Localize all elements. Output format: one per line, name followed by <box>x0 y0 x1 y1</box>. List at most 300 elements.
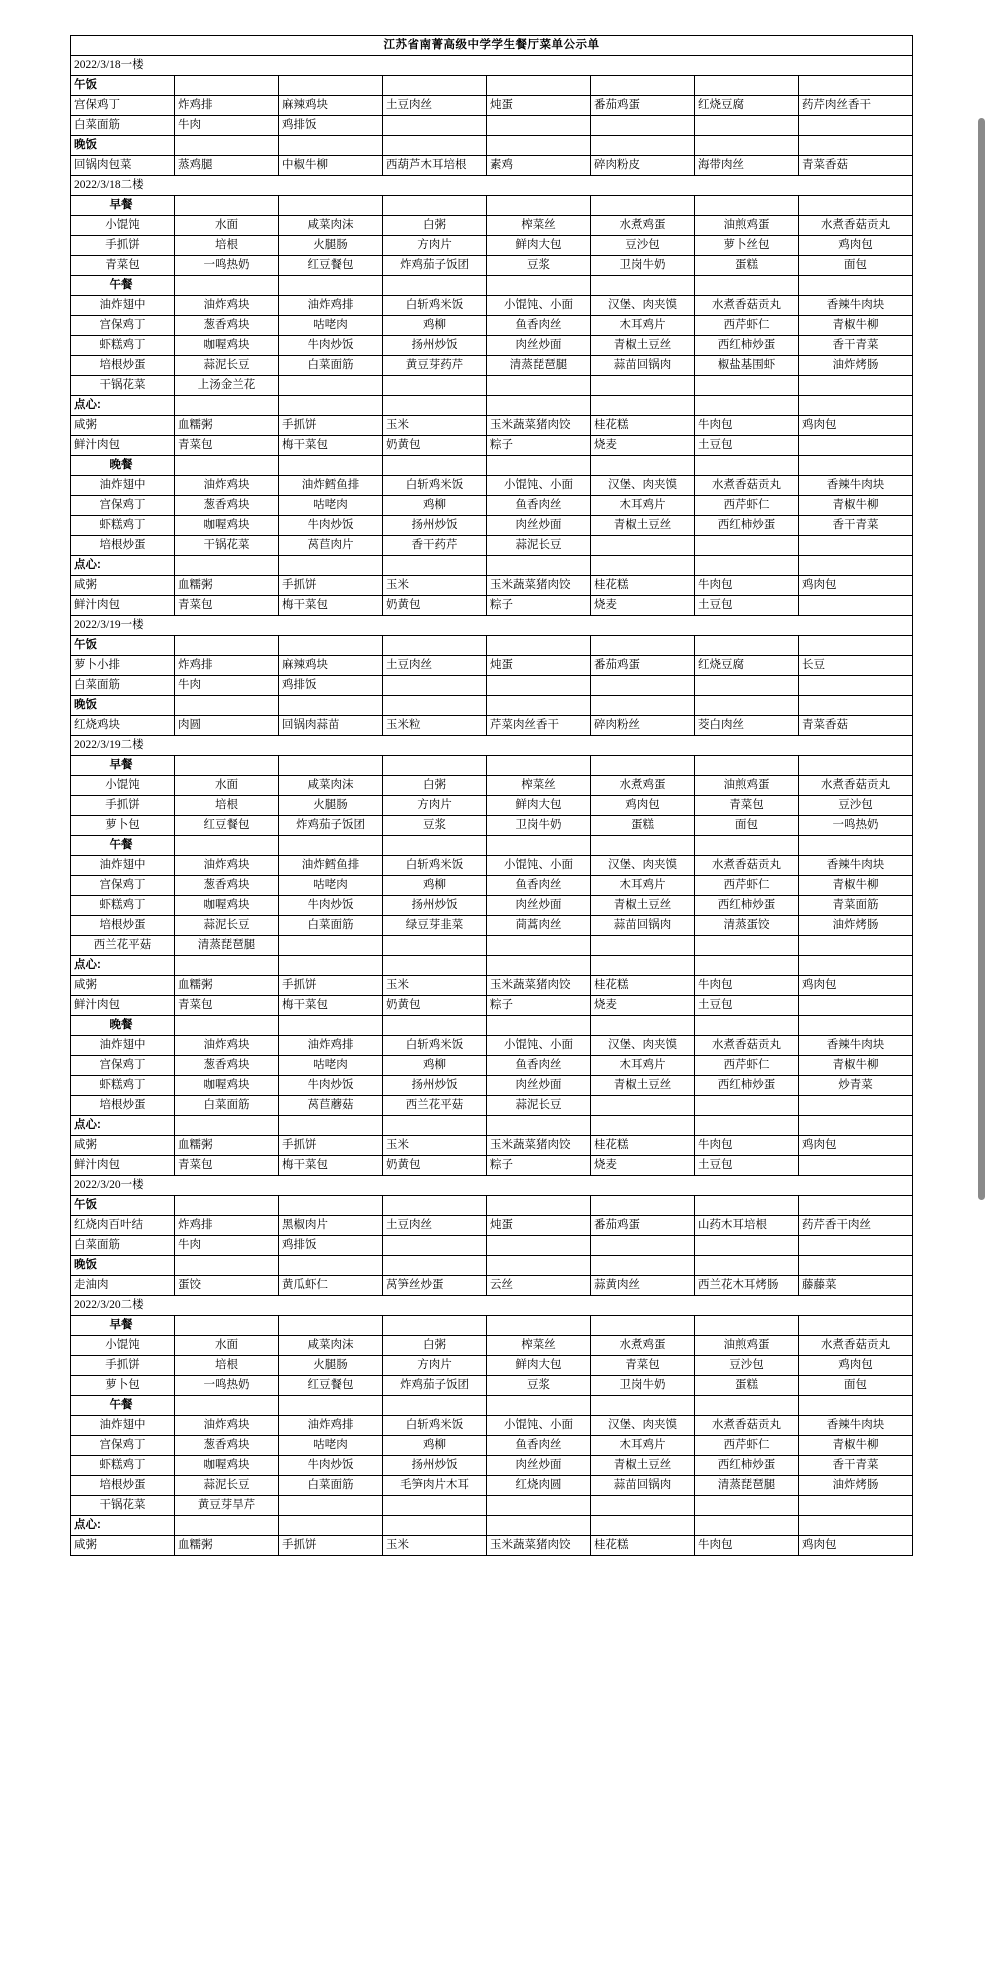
menu-item-cell: 葱香鸡块 <box>175 316 279 336</box>
menu-item-cell: 葱香鸡块 <box>175 1056 279 1076</box>
menu-item-cell: 蒜苗回锅肉 <box>591 356 695 376</box>
empty-cell <box>175 196 279 216</box>
menu-item-cell: 梅干菜包 <box>279 596 383 616</box>
menu-item-cell: 木耳鸡片 <box>591 1436 695 1456</box>
menu-item-cell: 蒜泥长豆 <box>175 356 279 376</box>
menu-item-cell: 咕咾肉 <box>279 496 383 516</box>
menu-item-cell: 回锅肉蒜苗 <box>279 716 383 736</box>
menu-item-cell: 牛肉 <box>175 676 279 696</box>
menu-item-cell: 肉丝炒面 <box>487 336 591 356</box>
menu-item-cell: 鸡肉包 <box>799 976 913 996</box>
menu-item-cell: 宫保鸡丁 <box>71 1056 175 1076</box>
empty-cell <box>487 836 591 856</box>
menu-item-cell: 茭白肉丝 <box>695 716 799 736</box>
meal-header-label: 午饭 <box>71 636 175 656</box>
menu-item-cell: 方肉片 <box>383 236 487 256</box>
menu-item-cell: 水煮香菇贡丸 <box>695 476 799 496</box>
menu-item-cell: 扬州炒饭 <box>383 1456 487 1476</box>
empty-cell <box>695 676 799 696</box>
empty-cell <box>383 1016 487 1036</box>
meal-header-row <box>71 956 913 976</box>
menu-item-cell: 蒜泥长豆 <box>175 1476 279 1496</box>
empty-cell <box>695 1096 799 1116</box>
meal-header-row <box>71 1016 913 1036</box>
table-row <box>71 116 913 136</box>
empty-cell <box>695 1016 799 1036</box>
menu-item-cell: 炖蛋 <box>487 96 591 116</box>
menu-item-cell: 水面 <box>175 216 279 236</box>
empty-cell <box>695 1396 799 1416</box>
meal-header-label: 午饭 <box>71 1196 175 1216</box>
menu-item-cell: 黑椒肉片 <box>279 1216 383 1236</box>
menu-item-cell: 鸡柳 <box>383 496 487 516</box>
menu-item-cell: 萝卜丝包 <box>695 236 799 256</box>
table-row <box>71 1456 913 1476</box>
empty-cell <box>591 196 695 216</box>
empty-cell <box>279 836 383 856</box>
menu-item-cell: 玉米蔬菜猪肉饺 <box>487 1136 591 1156</box>
empty-cell <box>487 276 591 296</box>
table-row <box>71 1076 913 1096</box>
menu-item-cell: 咸粥 <box>71 1136 175 1156</box>
menu-item-cell: 鱼香肉丝 <box>487 1436 591 1456</box>
empty-cell <box>799 1496 913 1516</box>
empty-cell <box>383 836 487 856</box>
empty-cell <box>799 956 913 976</box>
menu-item-cell: 鸡肉包 <box>591 796 695 816</box>
menu-item-cell: 虾糕鸡丁 <box>71 896 175 916</box>
menu-item-cell: 白斩鸡米饭 <box>383 856 487 876</box>
empty-cell <box>175 696 279 716</box>
empty-cell <box>487 116 591 136</box>
menu-item-cell: 炸鸡茄子饭团 <box>279 816 383 836</box>
section-date: 2022/3/18一楼 <box>71 56 913 76</box>
meal-header-row <box>71 456 913 476</box>
empty-cell <box>591 956 695 976</box>
menu-item-cell: 青椒土豆丝 <box>591 516 695 536</box>
menu-item-cell: 鱼香肉丝 <box>487 496 591 516</box>
empty-cell <box>487 1236 591 1256</box>
menu-item-cell: 西兰花平菇 <box>71 936 175 956</box>
menu-item-cell: 油炸鳕鱼排 <box>279 476 383 496</box>
menu-item-cell: 西芹虾仁 <box>695 876 799 896</box>
menu-item-cell: 茼蒿肉丝 <box>487 916 591 936</box>
menu-item-cell: 麻辣鸡块 <box>279 656 383 676</box>
menu-item-cell: 上汤金兰花 <box>175 376 279 396</box>
menu-item-cell: 黄豆芽药芹 <box>383 356 487 376</box>
date-row <box>71 56 913 76</box>
menu-item-cell: 鸡肉包 <box>799 1136 913 1156</box>
empty-cell <box>487 196 591 216</box>
menu-item-cell: 土豆包 <box>695 436 799 456</box>
empty-cell <box>799 636 913 656</box>
menu-item-cell: 豆沙包 <box>591 236 695 256</box>
empty-cell <box>695 556 799 576</box>
menu-item-cell: 牛肉 <box>175 1236 279 1256</box>
empty-cell <box>695 1316 799 1336</box>
table-row <box>71 576 913 596</box>
menu-item-cell: 梅干菜包 <box>279 436 383 456</box>
menu-item-cell: 鱼香肉丝 <box>487 876 591 896</box>
empty-cell <box>487 1316 591 1336</box>
meal-header-label: 早餐 <box>71 1316 175 1336</box>
menu-item-cell: 牛肉包 <box>695 576 799 596</box>
empty-cell <box>279 376 383 396</box>
menu-item-cell: 番茄鸡蛋 <box>591 1216 695 1236</box>
empty-cell <box>487 676 591 696</box>
menu-item-cell: 蒜苗回锅肉 <box>591 916 695 936</box>
empty-cell <box>799 936 913 956</box>
menu-item-cell: 油炸翅中 <box>71 856 175 876</box>
empty-cell <box>279 456 383 476</box>
menu-item-cell: 西芹虾仁 <box>695 496 799 516</box>
menu-item-cell: 卫岗牛奶 <box>591 1376 695 1396</box>
meal-header-row <box>71 276 913 296</box>
table-row <box>71 1436 913 1456</box>
menu-item-cell: 莴苣肉片 <box>279 536 383 556</box>
meal-header-label: 点心: <box>71 1116 175 1136</box>
empty-cell <box>383 376 487 396</box>
menu-item-cell: 烧麦 <box>591 996 695 1016</box>
menu-item-cell: 红烧豆腐 <box>695 656 799 676</box>
menu-item-cell: 虾糕鸡丁 <box>71 336 175 356</box>
menu-item-cell: 水煮香菇贡丸 <box>799 216 913 236</box>
menu-item-cell: 清蒸琵琶腿 <box>695 1476 799 1496</box>
menu-item-cell: 玉米蔬菜猪肉饺 <box>487 576 591 596</box>
empty-cell <box>695 136 799 156</box>
menu-item-cell: 粽子 <box>487 596 591 616</box>
empty-cell <box>695 1196 799 1216</box>
menu-item-cell: 牛肉包 <box>695 416 799 436</box>
empty-cell <box>175 1316 279 1336</box>
menu-item-cell: 汉堡、肉夹馍 <box>591 1416 695 1436</box>
menu-item-cell: 奶黄包 <box>383 996 487 1016</box>
empty-cell <box>695 1516 799 1536</box>
menu-item-cell: 玉米蔬菜猪肉饺 <box>487 1536 591 1556</box>
menu-item-cell: 一鸣热奶 <box>799 816 913 836</box>
meal-header-label: 晚饭 <box>71 1256 175 1276</box>
empty-cell <box>279 1396 383 1416</box>
menu-item-cell: 咕咾肉 <box>279 1436 383 1456</box>
empty-cell <box>591 396 695 416</box>
meal-header-row <box>71 756 913 776</box>
menu-item-cell: 炸鸡排 <box>175 1216 279 1236</box>
empty-cell <box>175 636 279 656</box>
menu-item-cell: 肉丝炒面 <box>487 516 591 536</box>
menu-item-cell: 红豆餐包 <box>279 256 383 276</box>
menu-item-cell: 油炸鸡块 <box>175 1036 279 1056</box>
empty-cell <box>487 696 591 716</box>
menu-item-cell: 手抓饼 <box>71 796 175 816</box>
menu-item-cell: 奶黄包 <box>383 596 487 616</box>
empty-cell <box>279 1116 383 1136</box>
empty-cell <box>175 136 279 156</box>
meal-header-row <box>71 136 913 156</box>
menu-item-cell: 青椒牛柳 <box>799 876 913 896</box>
menu-item-cell: 炒青菜 <box>799 1076 913 1096</box>
empty-cell <box>591 1396 695 1416</box>
menu-item-cell: 长豆 <box>799 656 913 676</box>
empty-cell <box>799 456 913 476</box>
menu-item-cell: 西红柿炒蛋 <box>695 516 799 536</box>
table-row <box>71 356 913 376</box>
menu-item-cell: 油炸翅中 <box>71 1036 175 1056</box>
menu-item-cell: 白粥 <box>383 776 487 796</box>
table-row <box>71 476 913 496</box>
empty-cell <box>799 756 913 776</box>
empty-cell <box>487 1516 591 1536</box>
empty-cell <box>175 276 279 296</box>
menu-item-cell: 咕咾肉 <box>279 316 383 336</box>
table-row <box>71 716 913 736</box>
vertical-scrollbar-thumb[interactable] <box>978 118 985 1200</box>
empty-cell <box>799 396 913 416</box>
menu-item-cell: 番茄鸡蛋 <box>591 96 695 116</box>
menu-item-cell: 玉米 <box>383 576 487 596</box>
meal-header-label: 早餐 <box>71 196 175 216</box>
menu-item-cell: 炖蛋 <box>487 656 591 676</box>
empty-cell <box>591 676 695 696</box>
menu-item-cell: 青菜包 <box>71 256 175 276</box>
table-row <box>71 336 913 356</box>
menu-item-cell: 油炸鸡排 <box>279 1416 383 1436</box>
meal-header-row <box>71 836 913 856</box>
empty-cell <box>279 696 383 716</box>
menu-item-cell: 小馄饨、小面 <box>487 1036 591 1056</box>
menu-item-cell: 血糯粥 <box>175 976 279 996</box>
menu-item-cell: 碎肉粉皮 <box>591 156 695 176</box>
empty-cell <box>487 376 591 396</box>
menu-item-cell: 培根炒蛋 <box>71 1096 175 1116</box>
menu-item-cell: 油炸翅中 <box>71 476 175 496</box>
empty-cell <box>487 556 591 576</box>
menu-item-cell: 玉米 <box>383 976 487 996</box>
menu-item-cell: 手抓饼 <box>71 236 175 256</box>
meal-header-label: 晚饭 <box>71 696 175 716</box>
menu-item-cell: 葱香鸡块 <box>175 1436 279 1456</box>
empty-cell <box>383 1516 487 1536</box>
table-row <box>71 1536 913 1556</box>
empty-cell <box>383 76 487 96</box>
menu-item-cell: 走油肉 <box>71 1276 175 1296</box>
table-row <box>71 496 913 516</box>
menu-item-cell: 西芹虾仁 <box>695 1436 799 1456</box>
menu-item-cell: 血糯粥 <box>175 1536 279 1556</box>
menu-item-cell: 玉米 <box>383 416 487 436</box>
menu-item-cell: 西芹虾仁 <box>695 316 799 336</box>
menu-item-cell: 青菜包 <box>175 1156 279 1176</box>
menu-item-cell: 炖蛋 <box>487 1216 591 1236</box>
table-row <box>71 236 913 256</box>
menu-item-cell: 手抓饼 <box>279 576 383 596</box>
menu-item-cell: 木耳鸡片 <box>591 1056 695 1076</box>
menu-item-cell: 一鸣热奶 <box>175 1376 279 1396</box>
menu-item-cell: 虾糕鸡丁 <box>71 516 175 536</box>
table-row <box>71 1376 913 1396</box>
meal-header-row <box>71 196 913 216</box>
table-row <box>71 896 913 916</box>
menu-item-cell: 咖喔鸡块 <box>175 516 279 536</box>
menu-item-cell: 牛肉包 <box>695 976 799 996</box>
menu-item-cell: 香辣牛肉块 <box>799 1416 913 1436</box>
table-row <box>71 656 913 676</box>
menu-item-cell: 香干药芹 <box>383 536 487 556</box>
empty-cell <box>383 136 487 156</box>
menu-item-cell: 牛肉炒饭 <box>279 896 383 916</box>
empty-cell <box>799 1316 913 1336</box>
empty-cell <box>487 76 591 96</box>
menu-item-cell: 面包 <box>799 256 913 276</box>
table-row <box>71 876 913 896</box>
meal-header-label: 午餐 <box>71 836 175 856</box>
menu-item-cell: 香干青菜 <box>799 516 913 536</box>
table-row <box>71 156 913 176</box>
empty-cell <box>799 536 913 556</box>
table-row <box>71 256 913 276</box>
empty-cell <box>591 1496 695 1516</box>
page-title: 江苏省南菁高级中学学生餐厅菜单公示单 <box>71 36 913 56</box>
menu-item-cell: 西兰花平菇 <box>383 1096 487 1116</box>
menu-item-cell: 面包 <box>695 816 799 836</box>
menu-item-cell: 蛋糕 <box>695 1376 799 1396</box>
menu-item-cell: 水煮香菇贡丸 <box>799 1336 913 1356</box>
menu-item-cell: 西兰花木耳烤肠 <box>695 1276 799 1296</box>
menu-item-cell: 烧麦 <box>591 596 695 616</box>
meal-header-label: 点心: <box>71 556 175 576</box>
menu-item-cell: 青椒牛柳 <box>799 496 913 516</box>
meal-header-row <box>71 1116 913 1136</box>
table-row <box>71 1276 913 1296</box>
empty-cell <box>487 1116 591 1136</box>
menu-item-cell: 海带肉丝 <box>695 156 799 176</box>
menu-item-cell: 水煮鸡蛋 <box>591 1336 695 1356</box>
menu-item-cell: 白斩鸡米饭 <box>383 1036 487 1056</box>
menu-item-cell: 白菜面筋 <box>71 116 175 136</box>
empty-cell <box>695 696 799 716</box>
menu-item-cell: 肉丝炒面 <box>487 1456 591 1476</box>
menu-item-cell: 水面 <box>175 776 279 796</box>
menu-item-cell: 红豆餐包 <box>279 1376 383 1396</box>
menu-item-cell: 桂花糕 <box>591 576 695 596</box>
menu-item-cell: 扬州炒饭 <box>383 1076 487 1096</box>
menu-item-cell: 莴笋丝炒蛋 <box>383 1276 487 1296</box>
empty-cell <box>383 1316 487 1336</box>
empty-cell <box>799 136 913 156</box>
menu-item-cell: 青椒土豆丝 <box>591 896 695 916</box>
menu-item-cell: 桂花糕 <box>591 1536 695 1556</box>
empty-cell <box>487 936 591 956</box>
empty-cell <box>279 196 383 216</box>
menu-item-cell: 水面 <box>175 1336 279 1356</box>
table-row <box>71 96 913 116</box>
empty-cell <box>487 756 591 776</box>
empty-cell <box>591 1316 695 1336</box>
date-row <box>71 736 913 756</box>
menu-item-cell: 红豆餐包 <box>175 816 279 836</box>
meal-header-row <box>71 1196 913 1216</box>
menu-item-cell: 土豆包 <box>695 996 799 1016</box>
empty-cell <box>279 76 383 96</box>
empty-cell <box>487 396 591 416</box>
menu-item-cell: 鸡肉包 <box>799 576 913 596</box>
menu-item-cell: 青菜包 <box>695 796 799 816</box>
empty-cell <box>383 556 487 576</box>
empty-cell <box>591 1516 695 1536</box>
menu-item-cell: 蒜泥长豆 <box>487 1096 591 1116</box>
menu-item-cell: 面包 <box>799 1376 913 1396</box>
empty-cell <box>175 1396 279 1416</box>
meal-header-row <box>71 1256 913 1276</box>
empty-cell <box>383 396 487 416</box>
menu-item-cell: 玉米 <box>383 1536 487 1556</box>
menu-item-cell: 白菜面筋 <box>175 1096 279 1116</box>
table-row <box>71 1356 913 1376</box>
menu-item-cell: 宫保鸡丁 <box>71 96 175 116</box>
menu-item-cell: 干锅花菜 <box>71 376 175 396</box>
empty-cell <box>591 936 695 956</box>
menu-item-cell: 火腿肠 <box>279 1356 383 1376</box>
menu-item-cell: 豆沙包 <box>799 796 913 816</box>
menu-item-cell: 方肉片 <box>383 796 487 816</box>
menu-item-cell: 西红柿炒蛋 <box>695 1076 799 1096</box>
menu-item-cell: 烧麦 <box>591 436 695 456</box>
menu-item-cell: 培根 <box>175 796 279 816</box>
menu-item-cell: 榨菜丝 <box>487 216 591 236</box>
menu-item-cell: 血糯粥 <box>175 1136 279 1156</box>
menu-item-cell: 蒜苗回锅肉 <box>591 1476 695 1496</box>
menu-item-cell: 鸡排饭 <box>279 676 383 696</box>
menu-item-cell: 虾糕鸡丁 <box>71 1076 175 1096</box>
empty-cell <box>383 956 487 976</box>
empty-cell <box>799 1156 913 1176</box>
menu-item-cell: 一鸣热奶 <box>175 256 279 276</box>
menu-item-cell: 奶黄包 <box>383 436 487 456</box>
menu-item-cell: 香干青菜 <box>799 336 913 356</box>
table-row <box>71 536 913 556</box>
empty-cell <box>695 396 799 416</box>
menu-item-cell: 培根 <box>175 236 279 256</box>
menu-item-cell: 青椒牛柳 <box>799 1056 913 1076</box>
menu-item-cell: 油炸鸡块 <box>175 476 279 496</box>
meal-header-label: 早餐 <box>71 756 175 776</box>
empty-cell <box>487 956 591 976</box>
menu-item-cell: 油炸烤肠 <box>799 1476 913 1496</box>
menu-item-cell: 红烧鸡块 <box>71 716 175 736</box>
empty-cell <box>591 1016 695 1036</box>
menu-item-cell: 鸡柳 <box>383 876 487 896</box>
menu-item-cell: 木耳鸡片 <box>591 496 695 516</box>
menu-item-cell: 土豆包 <box>695 596 799 616</box>
empty-cell <box>695 956 799 976</box>
empty-cell <box>383 636 487 656</box>
menu-item-cell: 清蒸琵琶腿 <box>487 356 591 376</box>
empty-cell <box>591 636 695 656</box>
empty-cell <box>383 1256 487 1276</box>
menu-item-cell: 黄豆芽旱芹 <box>175 1496 279 1516</box>
meal-header-row <box>71 636 913 656</box>
menu-item-cell: 水煮鸡蛋 <box>591 776 695 796</box>
empty-cell <box>487 1396 591 1416</box>
menu-item-cell: 香干青菜 <box>799 1456 913 1476</box>
menu-item-cell: 宫保鸡丁 <box>71 316 175 336</box>
menu-item-cell: 西芹虾仁 <box>695 1056 799 1076</box>
menu-item-cell: 鱼香肉丝 <box>487 316 591 336</box>
menu-item-cell: 土豆肉丝 <box>383 96 487 116</box>
menu-item-cell: 粽子 <box>487 436 591 456</box>
menu-item-cell: 炸鸡茄子饭团 <box>383 1376 487 1396</box>
menu-item-cell: 鲜肉大包 <box>487 236 591 256</box>
menu-table <box>70 35 913 1556</box>
